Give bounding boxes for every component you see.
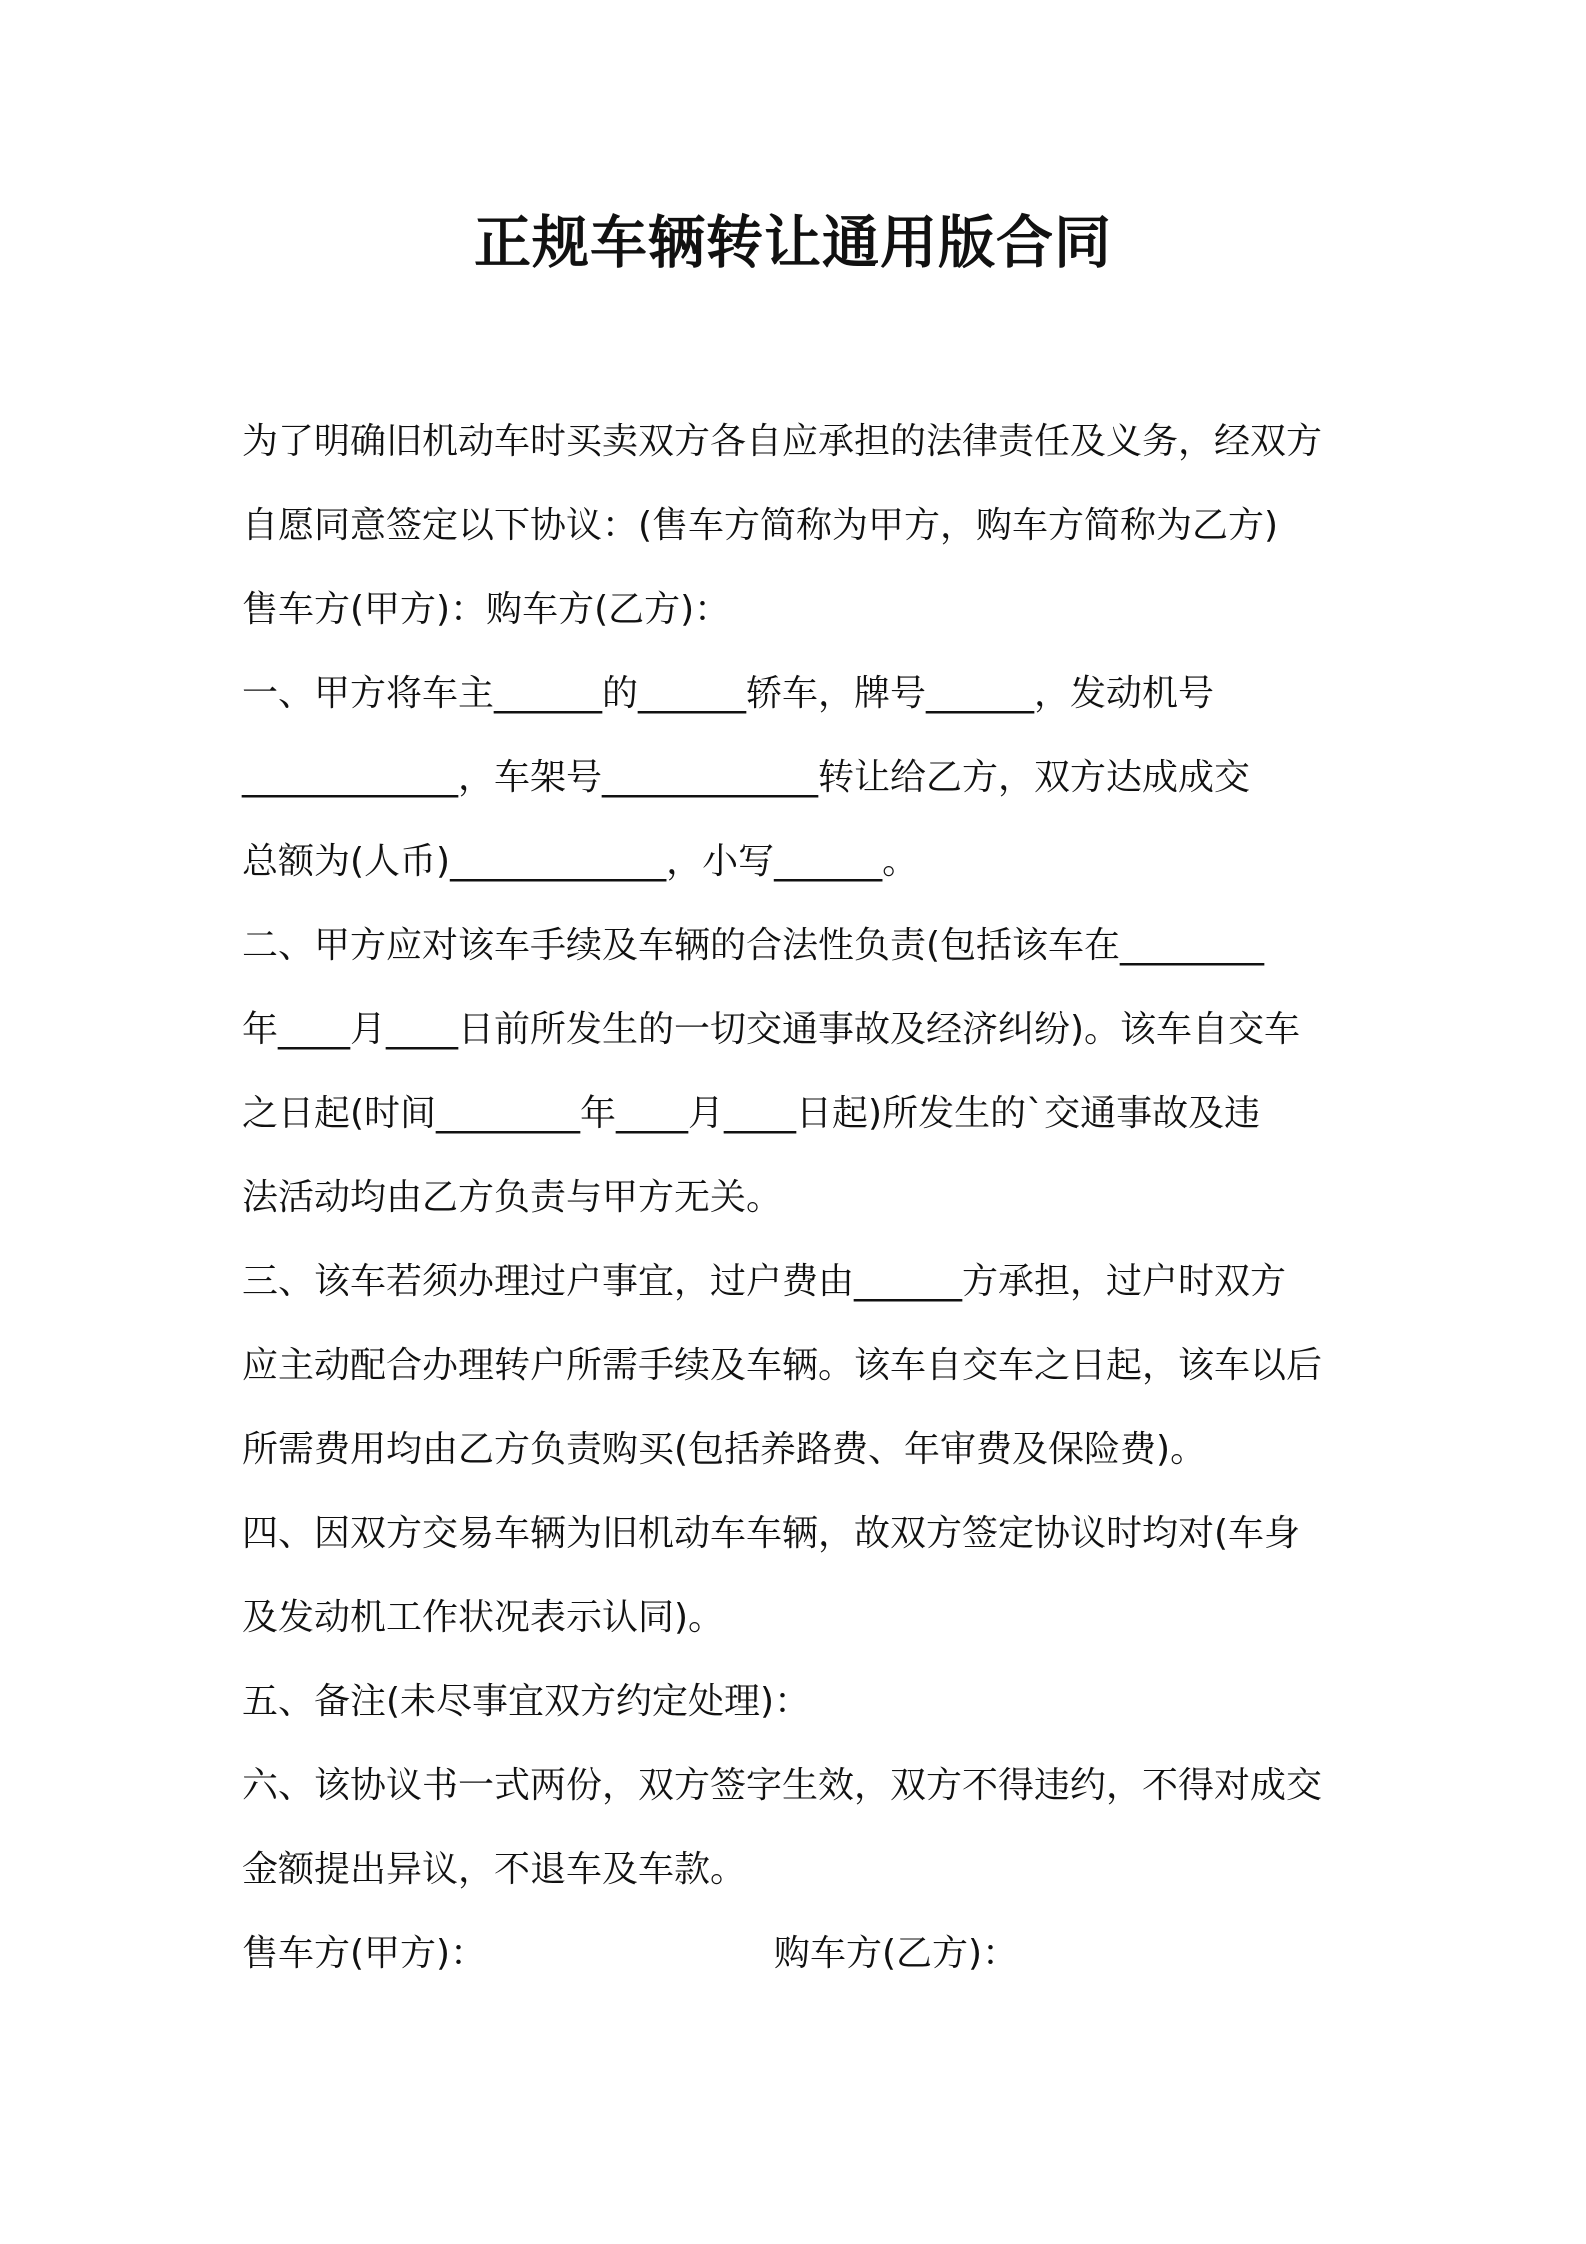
body-line: ____________，车架号____________转让给乙方，双方达成成交 [242,757,1251,798]
body-line: 二、甲方应对该车手续及车辆的合法性负责(包括该车在________ [242,925,1265,966]
body-line: 法活动均由乙方负责与甲方无关。 [242,1177,783,1218]
body-line: 总额为(人币)____________，小写______。 [242,841,919,882]
body-line: 年____月____日前所发生的一切交通事故及经济纠纷)。该车自交车 [242,1009,1301,1050]
body-line: 售车方(甲方)：购车方(乙方)： [242,589,731,630]
body-line: 四、因双方交易车辆为旧机动车车辆，故双方签定协议时均对(车身 [242,1513,1301,1554]
body-line: 应主动配合办理转户所需手续及车辆。该车自交车之日起，该车以后 [242,1345,1323,1386]
body-line: 及发动机工作状况表示认同)。 [242,1597,725,1638]
signature-row [242,1912,1362,1996]
buyer-signature-label: 购车方(乙方)： [774,1933,1019,1974]
body-line: 自愿同意签定以下协议：(售车方简称为甲方，购车方简称为乙方) [242,505,1279,546]
body-line: 金额提出异议，不退车及车款。 [242,1849,747,1890]
body-line: 六、该协议书一式两份，双方签字生效，双方不得违约，不得对成交 [242,1765,1323,1806]
body-line: 为了明确旧机动车时买卖双方各自应承担的法律责任及义务，经双方 [242,421,1323,462]
body-line: 所需费用均由乙方负责购买(包括养路费、年审费及保险费)。 [242,1429,1207,1470]
body-line: 一、甲方将车主______的______轿车，牌号______，发动机号 [242,673,1215,714]
document-body [242,400,1362,1996]
document-title: 正规车辆转让通用版合同 [474,210,1112,276]
body-line: 之日起(时间________年____月____日起)所发生的`交通事故及违 [242,1093,1261,1134]
seller-signature-label: 售车方(甲方)： [242,1933,487,1974]
body-line: 五、备注(未尽事宜双方约定处理)： [242,1681,811,1722]
body-line: 三、该车若须办理过户事宜，过户费由______方承担，过户时双方 [242,1261,1287,1302]
